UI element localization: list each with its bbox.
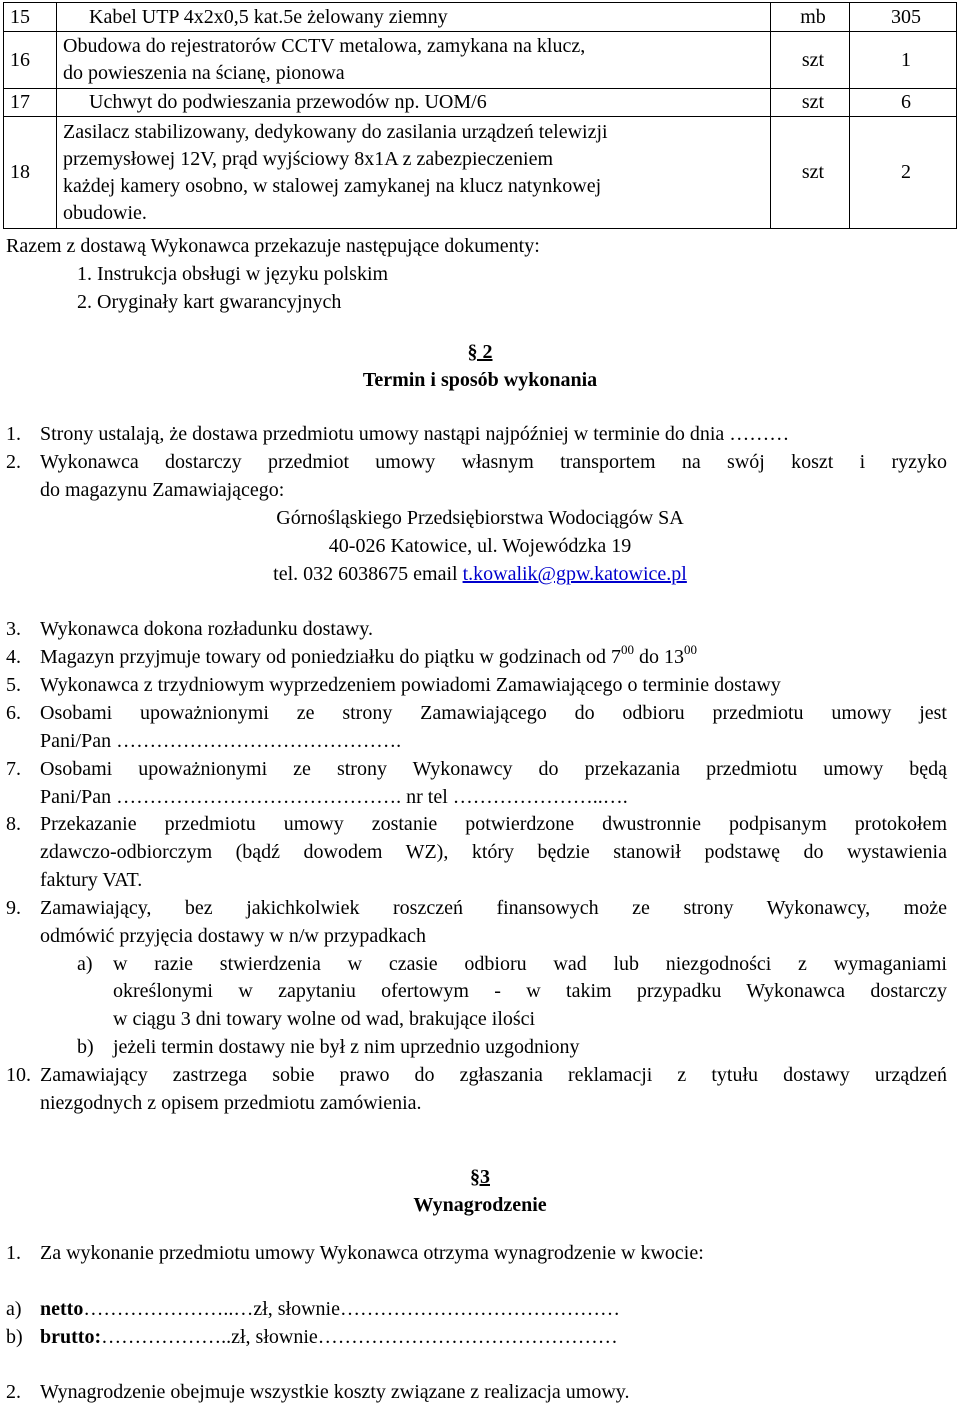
item-number: 2. (6, 451, 21, 473)
item-number: 8. (6, 813, 21, 835)
row-description: Zasilacz stabilizowany, dedykowany do zasilania urządzeń telewizji przemysłowej 12V, prąd wyjściowy 8x1A z zabezpieczeniem każdej kamery osobno, w stalowej zamykanej na klucz natynkowej obudowie. (57, 117, 771, 229)
row-number: 16 (4, 32, 57, 89)
row-number: 17 (4, 89, 57, 117)
table-row (4, 117, 957, 229)
row-description: Uchwyt do podwieszania przewodów np. UOM/6 (57, 89, 771, 117)
address-line: Górnośląskiego Przedsiębiorstwa Wodociągów SA (276, 507, 684, 529)
item-number: 10. (6, 1064, 31, 1086)
documents-item: 1. Instrukcja obsługi w języku polskim (77, 263, 389, 285)
row-quantity: 6 (850, 89, 957, 117)
section-2-title: Termin i sposób wykonania (362, 369, 598, 391)
sub-item-letter: a) (77, 953, 93, 975)
paragraph-text: faktury VAT. (40, 869, 143, 891)
address-contact: tel. 032 6038675 email t.kowalik@gpw.katowice.pl (273, 563, 687, 585)
table-row (4, 32, 957, 89)
item-number: 9. (6, 897, 21, 919)
documents-intro: Razem z dostawą Wykonawca przekazuje następujące dokumenty: (6, 235, 540, 257)
paragraph-text: jeżeli termin dostawy nie był z nim uprzednio uzgodniony (113, 1036, 580, 1058)
paragraph-text: Przekazanie przedmiotu umowy zostanie potwierdzone dwustronnie podpisanym protokołem (40, 813, 947, 835)
row-number: 18 (4, 117, 57, 229)
paragraph-text: Za wykonanie przedmiotu umowy Wykonawca otrzyma wynagrodzenie w kwocie: (40, 1242, 704, 1264)
row-unit: szt (771, 32, 850, 89)
item-number: 1. (6, 1242, 21, 1264)
row-number: 15 (4, 3, 57, 32)
paragraph-text: Wynagrodzenie obejmuje wszystkie koszty związane z realizacja umowy. (40, 1381, 630, 1403)
paragraph-text: Strony ustalają, że dostawa przedmiotu umowy nastąpi najpóźniej w terminie do dnia ……… (40, 423, 790, 445)
section-3-mark: §3 (470, 1166, 490, 1188)
paragraph-text: w razie stwierdzenia w czasie odbioru wad lub niezgodności z wymaganiami (113, 953, 947, 975)
section-2-mark: § 2 (467, 341, 493, 363)
paragraph-text: odmówić przyjęcia dostawy w n/w przypadkach (40, 925, 426, 947)
paragraph-text: w ciągu 3 dni towary wolne od wad, brakujące ilości (113, 1008, 536, 1030)
table-row (4, 3, 957, 32)
section-3-title: Wynagrodzenie (413, 1194, 547, 1216)
paragraph-text: niezgodnych z opisem przedmiotu zamówienia. (40, 1092, 422, 1114)
paragraph-text: zdawczo-odbiorczym (bądź dowodem WZ), który będzie stanowił podstawę do wystawienia (40, 841, 947, 863)
table-row (4, 89, 957, 117)
netto-amount-line: netto…………………..…zł, słownie…………………………………… (40, 1298, 620, 1320)
documents-item: 2. Oryginały kart gwarancyjnych (77, 291, 342, 313)
paragraph-text: Pani/Pan ……………………………………. (40, 730, 402, 752)
paragraph-text: Pani/Pan ……………………………………. nr tel …………………..…. (40, 786, 628, 808)
row-description: Kabel UTP 4x2x0,5 kat.5e żelowany ziemny (57, 3, 771, 32)
paragraph-text: Magazyn przyjmuje towary od poniedziałku do piątku w godzinach od $7^{00}$ do $13^{00}$ (40, 642, 697, 668)
paragraph-text: Wykonawca dokona rozładunku dostawy. (40, 618, 373, 640)
items-table (3, 2, 957, 229)
address-line: 40-026 Katowice, ul. Wojewódzka 19 (328, 535, 632, 557)
brutto-amount-line: brutto:………………..zł, słownie……………………………………… (40, 1326, 618, 1348)
email-link[interactable]: t.kowalik@gpw.katowice.pl (462, 563, 687, 585)
paragraph-text: Wykonawca dostarczy przedmiot umowy własnym transportem na swój koszt i ryzyko (40, 451, 947, 473)
item-number: 3. (6, 618, 21, 640)
row-quantity: 305 (850, 3, 957, 32)
row-unit: szt (771, 117, 850, 229)
paragraph-text: Zamawiający zastrzega sobie prawo do zgłaszania reklamacji z tytułu dostawy urządzeń (40, 1064, 947, 1086)
sub-item-letter: b) (77, 1036, 94, 1058)
paragraph-text: Osobami upoważnionymi ze strony Zamawiającego do odbioru przedmiotu umowy jest (40, 702, 947, 724)
row-unit: szt (771, 89, 850, 117)
item-number: 4. (6, 646, 21, 668)
paragraph-text: Wykonawca z trzydniowym wyprzedzeniem powiadomi Zamawiającego o terminie dostawy (40, 674, 781, 696)
row-unit: mb (771, 3, 850, 32)
row-description: Obudowa do rejestratorów CCTV metalowa, zamykana na klucz, do powieszenia na ścianę, pionowa (57, 32, 771, 89)
paragraph-text: do magazynu Zamawiającego: (40, 479, 285, 501)
item-number: 7. (6, 758, 21, 780)
item-number: 1. (6, 423, 21, 445)
paragraph-text: Zamawiający, bez jakichkolwiek roszczeń finansowych ze strony Wykonawcy, może (40, 897, 947, 919)
sub-item-letter: a) (6, 1298, 22, 1320)
paragraph-text: Osobami upoważnionymi ze strony Wykonawcy do przekazania przedmiotu umowy będą (40, 758, 947, 780)
paragraph-text: określonymi w zapytaniu ofertowym - w takim przypadku Wykonawca dostarczy (113, 980, 947, 1002)
item-number: 2. (6, 1381, 21, 1403)
row-quantity: 1 (850, 32, 957, 89)
item-number: 5. (6, 674, 21, 696)
row-quantity: 2 (850, 117, 957, 229)
sub-item-letter: b) (6, 1326, 23, 1348)
item-number: 6. (6, 702, 21, 724)
